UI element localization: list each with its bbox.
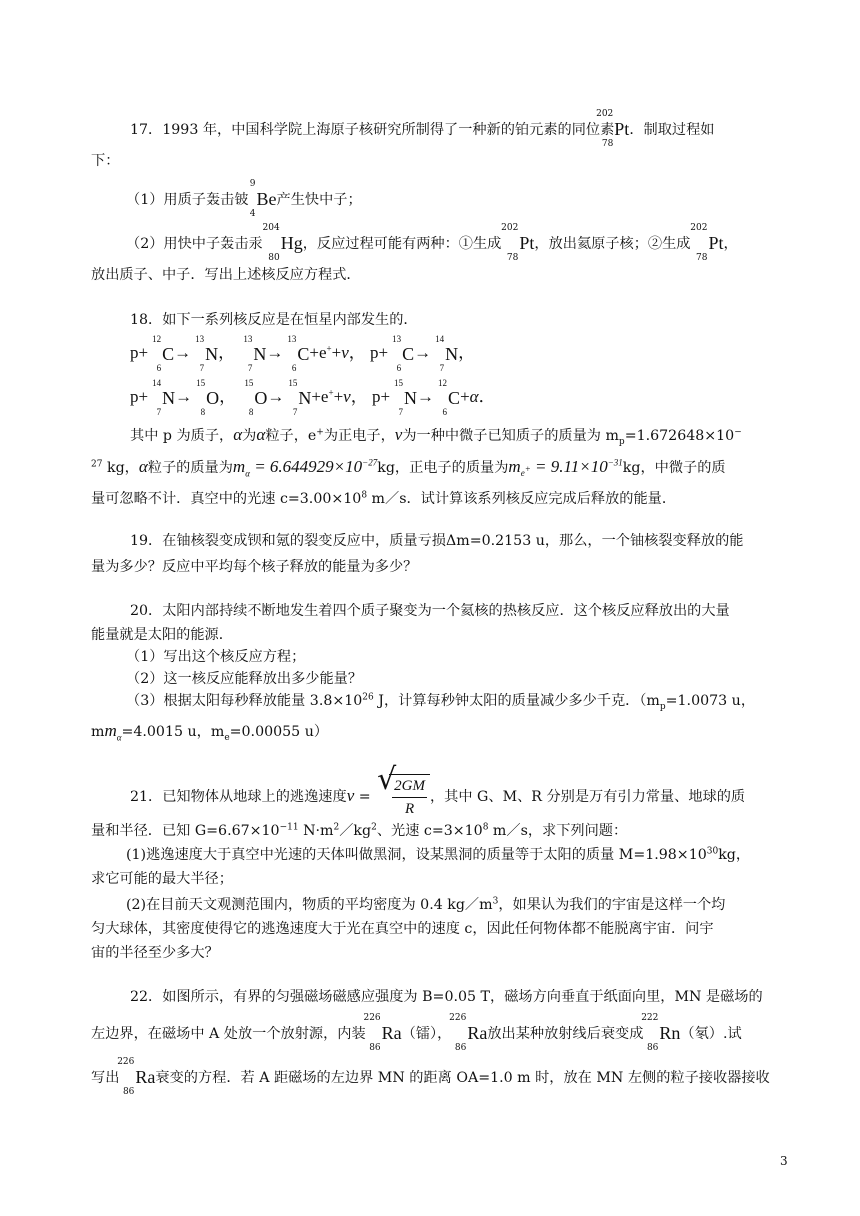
q21-line-4: 求它可能的最大半径； (91, 871, 233, 887)
q21-line-7: 宙的半径至少多大？ (91, 945, 219, 961)
q18-reactions-row-1: p+ 12 6 C→ 13 7 N， 13 7 N→ 13 6 C+e++ν， p+ 13 6 C→ 14 7 N， (130, 333, 476, 373)
q17-line-2: 下： (91, 153, 120, 169)
q20-line-3: （1）写出这个核反应方程； (126, 649, 306, 665)
q17-line-1: 17．1993 年，中国科学院上海原子核研究所制得了一种新的铂元素的同位素 202 78 Pt．制取过程如 (130, 109, 715, 149)
q21-line-1: 21．已知物体从地球上的逃逸速度v = √ $\frac{2GM}{R}$ ，其中 G、M、R 分别是万有引力常量、地球的质 (130, 774, 860, 820)
q18-line-5: 量可忽略不计．真空中的光速 $c=3.00\times 10^8$ m／s．试计算该系列核反应完成后释放的能量． (91, 490, 677, 507)
q17-line-5: 放出质子、中子．写出上述核反应方程式． (91, 267, 361, 283)
q21-line-3: (1)逃逸速度大于真空中光速的天体叫做黑洞，设某黑洞的质量等于太阳的质量 $M=1.98\times 10^{30}kg$， (126, 846, 751, 863)
q20-line-5: （3）根据太阳每秒释放能量 $3.8\times 10^{26}$ J，计算每秒钟太阳的质量减少多少千克．（$m_p=1.0073$ u， (126, 692, 756, 712)
q21-line-2: 量和半径．已知 $G=6.67\times 10^{-11}$ $N\cdot m^2/kg^2$、光速 $c=3\times 10^8$ m／s，求下列问题： (91, 822, 628, 839)
q21-line-6: 匀大球体，其密度使得它的逃逸速度大于光在真空中的速度 c，因此任何物体都不能脱离宇宙．问宇 (91, 921, 714, 937)
q18-line-3: 其中 p 为质子，α为α粒子，e+为正电子，ν为一种中微子已知质子的质量为 $m_p=1.672648\times 10^-$ (130, 425, 742, 447)
q22-line-3: 写出 226 86 Ra衰变的方程．若 A 距磁场的左边界 MN 的距离 OA=1.0 m 时，放在 MN 左侧的粒子接收器接收 (91, 1057, 770, 1097)
q20-line-2: 能量就是太阳的能源． (91, 627, 233, 643)
q20-line-1: 20．太阳内部持续不断地发生着四个质子聚变为一个氦核的热核反应．这个核反应释放出的大量 (130, 603, 730, 619)
q20-line-6: $mm_\alpha=4.0015$ u，$m_e=0.00055$ u） (91, 721, 329, 743)
q20-line-4: （2）这一核反应能释放出多少能量？ (126, 671, 363, 687)
q17-line-3: （1）用质子轰击铍 9 4 Be产生快中子； (126, 179, 362, 219)
q17-line-4: （2）用快中子轰击汞 204 80 Hg，反应过程可能有两种：①生成 202 78 Pt，放出氦原子核；②生成 202 78 Pt， (126, 223, 738, 263)
q22-line-2: 左边界，在磁场中 A 处放一个放射源，内装 226 86 Ra（镭）， 226 86 Ra放出某种放射线后衰变成 222 86 Rn（氡）.试 (91, 1013, 742, 1053)
q21-line-5: (2)在目前天文观测范围内，物质的平均密度为 0.4 $kg/m^3$，如果认为我们的宇宙是这样一个均 (126, 896, 726, 913)
page-number: 3 (780, 1154, 788, 1168)
q19-line-2: 量为多少？反应中平均每个核子释放的能量为多少？ (91, 559, 418, 575)
q18-line-4: $^{27}$ kg，α粒子的质量为$m_\alpha = 6.644929\times 10^{-27}kg$，正电子的质量为$m_{e^+} = 9.11\times 10^{-31}kg$，中微子的质 (91, 457, 726, 479)
q18-line-1: 18．如下一系列核反应是在恒星内部发生的． (130, 312, 418, 328)
q19-line-1: 19．在铀核裂变成钡和氪的裂变反应中，质量亏损Δm=0.2153 u，那么，一个铀核裂变释放的能 (130, 533, 744, 549)
q18-reactions-row-2: p+ 14 7 N→ 15 8 O， 15 8 O→ 15 7 N+e++ν， p+ 15 7 N→ 12 6 C+α． (130, 377, 496, 417)
q22-line-1: 22．如图所示，有界的匀强磁场磁感应强度为 B=0.05 T，磁场方向垂直于纸面向里，MN 是磁场的 (130, 989, 763, 1005)
